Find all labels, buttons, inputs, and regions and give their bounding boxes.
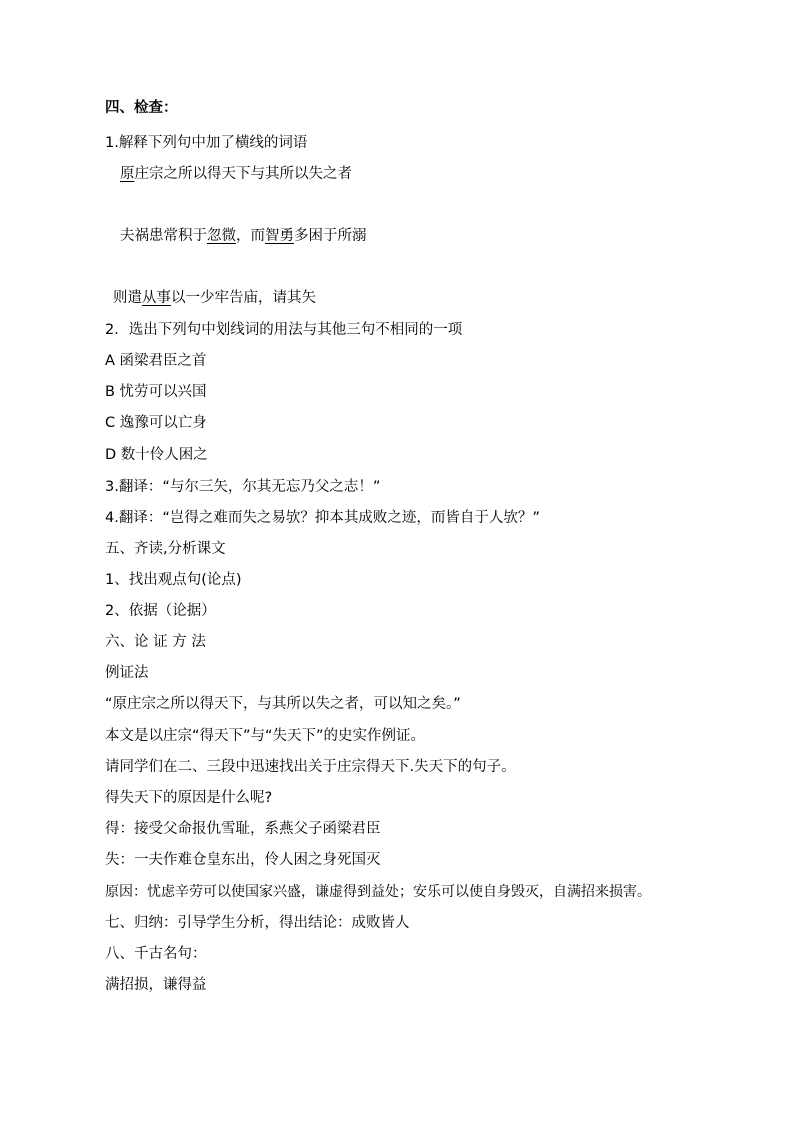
question-1-title: 1.解释下列句中加了横线的词语 [105, 135, 308, 151]
question-2-option-b: B 忧劳可以兴国 [105, 384, 207, 400]
question-2-title: 2．选出下列句中划线词的用法与其他三句不相同的一项 [105, 322, 463, 338]
section-4-heading: 四、检查： [105, 100, 178, 116]
underlined-word: 从事 [142, 290, 171, 306]
sentence-text: ，而 [236, 228, 265, 244]
section-6-loss: 失：一夫作难仓皇东出，伶人困之身死国灭 [105, 852, 381, 868]
section-6-heading: 六、论 证 方 法 [105, 634, 206, 650]
sentence-text: 多困于所溺 [294, 228, 367, 244]
section-5-item-1: 1、找出观点句(论点) [105, 572, 242, 588]
section-8-quote: 满招损，谦得益 [105, 977, 207, 993]
section-6-paragraph-1: 本文是以庄宗“得天下”与“失天下”的史实作例证。 [105, 728, 426, 744]
sentence-text: 夫祸患常积于 [120, 228, 207, 244]
section-6-gain: 得：接受父命报仇雪耻，系燕父子函梁君臣 [105, 821, 381, 837]
section-6-paragraph-2: 请同学们在二、三段中迅速找出关于庄宗得天下.失天下的句子。 [105, 759, 516, 775]
section-5-item-2: 2、依据（论据） [105, 603, 216, 619]
question-1-sentence-2 [120, 226, 367, 246]
underlined-word: 忽微 [207, 228, 236, 244]
question-1-sentence-1 [120, 164, 352, 184]
section-6-paragraph-3: 得失天下的原因是什么呢? [105, 790, 273, 806]
question-2-option-c: C 逸豫可以亡身 [105, 415, 207, 431]
question-1-sentence-3 [113, 288, 316, 308]
section-7: 七、归纳：引导学生分析，得出结论：成败皆人 [105, 915, 410, 931]
question-2-option-a: A 函梁君臣之首 [105, 353, 207, 369]
question-3: 3.翻译：“与尔三矢，尔其无忘乃父之志！” [105, 479, 381, 495]
question-2-option-d: D 数十伶人困之 [105, 447, 208, 463]
underlined-word: 原 [120, 166, 135, 182]
section-6-quote: “原庄宗之所以得天下，与其所以失之者，可以知之矣。” [105, 696, 461, 712]
sentence-text: 则遣 [113, 290, 142, 306]
question-4: 4.翻译：“岂得之难而失之易欤？抑本其成败之迹，而皆自于人欤？” [105, 510, 540, 526]
section-8-heading: 八、千古名句： [105, 946, 207, 962]
sentence-text: 庄宗之所以得天下与其所以失之者 [134, 166, 352, 182]
underlined-word: 智勇 [265, 228, 294, 244]
section-6-reason: 原因：忧虑辛劳可以使国家兴盛，谦虚得到益处；安乐可以使自身毁灭，自满招来损害。 [105, 884, 651, 900]
section-6-method: 例证法 [105, 665, 149, 681]
sentence-text: 以一少牢告庙，请其矢 [171, 290, 316, 306]
section-5-heading: 五、齐读,分析课文 [105, 541, 226, 557]
